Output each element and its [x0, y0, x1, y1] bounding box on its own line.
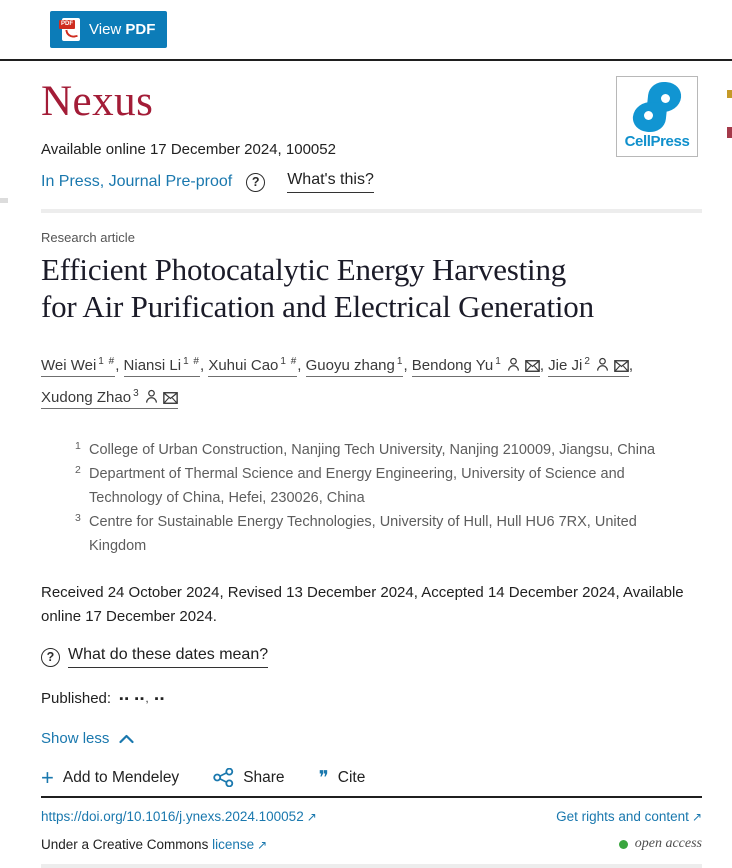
affiliation-item [75, 438, 702, 462]
in-press-link[interactable]: In Press, Journal Pre-proof [41, 173, 233, 190]
get-rights-link[interactable]: Get rights and content ↗ [556, 809, 702, 824]
in-press-row [41, 171, 702, 193]
cite-quote-icon: ❞ [318, 766, 329, 789]
cellpress-swirl-icon [630, 82, 684, 132]
person-icon[interactable] [596, 355, 609, 381]
view-pdf-button[interactable] [50, 11, 167, 48]
license-link[interactable]: license ↗ [212, 836, 268, 852]
author-link[interactable]: Wei Wei $^{1 \#}$ , [41, 357, 124, 377]
pdf-toolbar [0, 0, 732, 61]
envelope-icon[interactable] [163, 387, 178, 413]
affiliation-text: College of Urban Construction, Nanjing Tech University, Nanjing 210009, Jiangsu, China [89, 442, 656, 458]
share-icon [213, 768, 234, 787]
author-link[interactable]: Xuhui Cao $^{1 \#}$ , [208, 357, 305, 377]
doi-link[interactable]: https://doi.org/10.1016/j.ynexs.2024.100052 ↗ [41, 809, 317, 824]
open-access-dot-icon [619, 840, 628, 849]
footer-divider [41, 796, 702, 798]
doi-row [41, 809, 702, 824]
show-less-toggle[interactable]: Show less [41, 730, 134, 747]
affiliation-list [41, 438, 702, 558]
affiliation-text: Centre for Sustainable Energy Technologies, University of Hull, Hull HU6 7RX, United Kingdom [89, 514, 637, 554]
author-link[interactable]: Bendong Yu $^1$ , [412, 357, 548, 377]
person-icon[interactable] [145, 387, 158, 413]
pdf-badge: PDF [61, 21, 73, 27]
author-link[interactable]: Guoyu zhang $^1$ , [306, 357, 412, 377]
affiliation-item [75, 510, 702, 558]
affiliation-number: 1 [75, 440, 81, 452]
cropped-element-fragment [0, 198, 8, 203]
cellpress-logo[interactable] [616, 76, 698, 157]
chevron-up-icon [119, 734, 134, 744]
article-header-card [0, 61, 732, 868]
author-list [41, 349, 671, 413]
journal-logo-nexus[interactable]: Nexus [41, 78, 154, 125]
dates-help-link[interactable]: What do these dates mean? [68, 646, 268, 668]
license-text: Under a Creative Commons license ↗ [41, 836, 268, 852]
external-link-icon: ↗ [306, 810, 317, 824]
view-pdf-label: View PDF [89, 21, 156, 38]
affiliation-item [75, 462, 702, 510]
published-row: Published: ▪▪ ▪▪, ▪▪ [41, 690, 166, 707]
action-bar [41, 764, 702, 790]
person-icon[interactable] [507, 355, 520, 381]
dates-help-row [41, 646, 702, 668]
external-link-icon: ↗ [257, 837, 268, 852]
cropped-element-fragment [727, 90, 732, 98]
section-divider [41, 209, 702, 213]
pdf-file-icon [62, 18, 80, 41]
affiliation-text: Department of Thermal Science and Energy Engineering, University of Science and Technology of China, Hefei, 230026, China [89, 466, 625, 506]
envelope-icon[interactable] [525, 355, 540, 381]
published-placeholder: ▪▪ ▪▪, ▪▪ [119, 693, 166, 705]
plus-icon: + [41, 764, 54, 790]
article-title: Efficient Photocatalytic Energy Harvesting for Air Purification and Electrical Generation [41, 252, 594, 324]
add-to-mendeley-button[interactable]: + Add to Mendeley [41, 764, 180, 790]
question-circle-icon[interactable]: ? [246, 173, 265, 192]
available-online-text: Available online 17 December 2024, 100052 [41, 141, 336, 158]
envelope-icon[interactable] [614, 355, 629, 381]
external-link-icon: ↗ [691, 810, 702, 824]
author-link[interactable]: Niansi Li $^{1 \#}$ , [124, 357, 209, 377]
article-type-label: Research article [41, 230, 135, 245]
cite-button[interactable]: ❞ Cite [318, 766, 366, 789]
question-circle-icon[interactable]: ? [41, 648, 60, 667]
affiliation-number: 3 [75, 512, 81, 524]
affiliation-number: 2 [75, 464, 81, 476]
cropped-element-fragment [727, 127, 732, 138]
share-button[interactable]: Share [213, 768, 284, 787]
open-access-badge: open access [619, 836, 702, 852]
whats-this-link[interactable]: What's this? [287, 171, 374, 193]
author-link[interactable]: Xudong Zhao $^3$ [41, 389, 178, 409]
license-row [41, 836, 702, 852]
pdf-squiggle [65, 28, 77, 39]
revision-history-text: Received 24 October 2024, Revised 13 December 2024, Accepted 14 December 2024, Available online 17 December 2024. [41, 584, 684, 625]
author-link[interactable]: Jie Ji $^2$ , [548, 357, 633, 377]
cellpress-logo-text: CellPress [624, 133, 690, 150]
bottom-section-divider [41, 864, 702, 868]
